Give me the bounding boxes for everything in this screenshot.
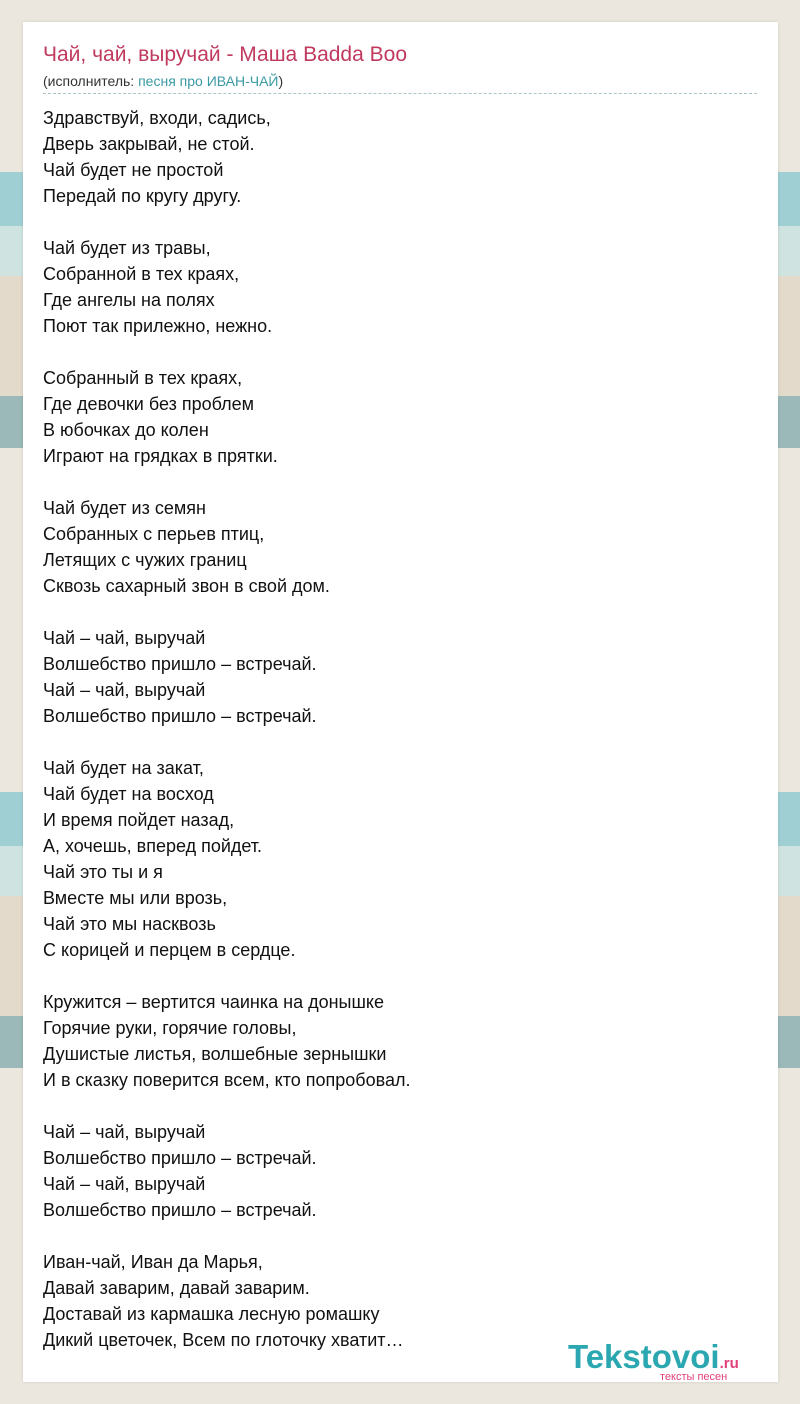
- lyrics-line: Дикий цветочек, Всем по глоточку хватит…: [43, 1330, 404, 1350]
- lyrics-line: Чай будет не простой: [43, 160, 224, 180]
- lyrics-line: Где ангелы на полях: [43, 290, 215, 310]
- lyrics-line: Играют на грядках в прятки.: [43, 446, 278, 466]
- lyrics-line: Где девочки без проблем: [43, 394, 254, 414]
- lyrics-line: Иван-чай, Иван да Марья,: [43, 1252, 263, 1272]
- lyrics-stanza: [43, 755, 743, 963]
- lyrics-line: Душистые листья, волшебные зернышки: [43, 1044, 387, 1064]
- lyrics-line: Собранных с перьев птиц,: [43, 524, 265, 544]
- lyrics-stanza: [43, 1119, 743, 1223]
- lyrics-line: Здравствуй, входи, садись,: [43, 108, 271, 128]
- artist-link[interactable]: песня про ИВАН-ЧАЙ: [138, 73, 279, 89]
- lyrics-stanza: [43, 105, 743, 209]
- lyrics-stanza: [43, 235, 743, 339]
- lyrics-line: Доставай из кармашка лесную ромашку: [43, 1304, 380, 1324]
- lyrics-line: Собранной в тех краях,: [43, 264, 240, 284]
- lyrics-line: Собранный в тех краях,: [43, 368, 243, 388]
- lyrics-line: А, хочешь, вперед пойдет.: [43, 836, 263, 856]
- lyrics-line: Чай – чай, выручай: [43, 1174, 206, 1194]
- lyrics-line: Чай – чай, выручай: [43, 628, 206, 648]
- lyrics-line: Чай будет из травы,: [43, 238, 211, 258]
- lyrics-stanza: [43, 989, 743, 1093]
- lyrics-line: Поют так прилежно, нежно.: [43, 316, 273, 336]
- lyrics-line: Кружится – вертится чаинка на донышке: [43, 992, 385, 1012]
- lyrics-line: Чай – чай, выручай: [43, 1122, 206, 1142]
- lyrics-line: В юбочках до колен: [43, 420, 209, 440]
- logo-tagline: тексты песен: [660, 1371, 728, 1383]
- lyrics-line: Чай будет на закат,: [43, 758, 204, 778]
- lyrics-line: Волшебство пришло – встречай.: [43, 654, 317, 674]
- logo-name: Tekstovoi: [568, 1338, 720, 1375]
- lyrics-line: Вместе мы или врозь,: [43, 888, 228, 908]
- lyrics-line: Давай заварим, давай заварим.: [43, 1278, 310, 1298]
- lyrics-line: Чай будет из семян: [43, 498, 206, 518]
- lyrics-line: Летящих с чужих границ: [43, 550, 247, 570]
- lyrics-line: Волшебство пришло – встречай.: [43, 1200, 317, 1220]
- lyrics-line: С корицей и перцем в сердце.: [43, 940, 296, 960]
- lyrics-line: Дверь закрывай, не стой.: [43, 134, 255, 154]
- logo-tld: .ru: [719, 1355, 739, 1372]
- lyrics-line: Чай – чай, выручай: [43, 680, 206, 700]
- artist-prefix: (исполнитель:: [43, 73, 139, 89]
- lyrics-line: Передай по кругу другу.: [43, 186, 242, 206]
- lyrics-line: Волшебство пришло – встречай.: [43, 706, 317, 726]
- lyrics-line: Горячие руки, горячие головы,: [43, 1018, 297, 1038]
- lyrics-line: Чай это мы насквозь: [43, 914, 216, 934]
- lyrics-line: Сквозь сахарный звон в свой дом.: [43, 576, 330, 596]
- lyrics-stanza: [43, 625, 743, 729]
- lyrics-line: И в сказку поверится всем, кто попробовал.: [43, 1070, 411, 1090]
- site-logo[interactable]: [568, 1338, 773, 1384]
- lyrics-line: И время пойдет назад,: [43, 810, 235, 830]
- lyrics-line: Волшебство пришло – встречай.: [43, 1148, 317, 1168]
- song-title: Чай, чай, выручай - Маша Badda Boo: [43, 43, 407, 66]
- artist-line: [43, 73, 757, 94]
- lyrics-line: Чай это ты и я: [43, 862, 163, 882]
- lyrics-stanza: [43, 495, 743, 599]
- lyrics-body: [43, 105, 743, 1379]
- lyrics-line: Чай будет на восход: [43, 784, 214, 804]
- artist-suffix: ): [278, 73, 284, 89]
- lyrics-stanza: [43, 365, 743, 469]
